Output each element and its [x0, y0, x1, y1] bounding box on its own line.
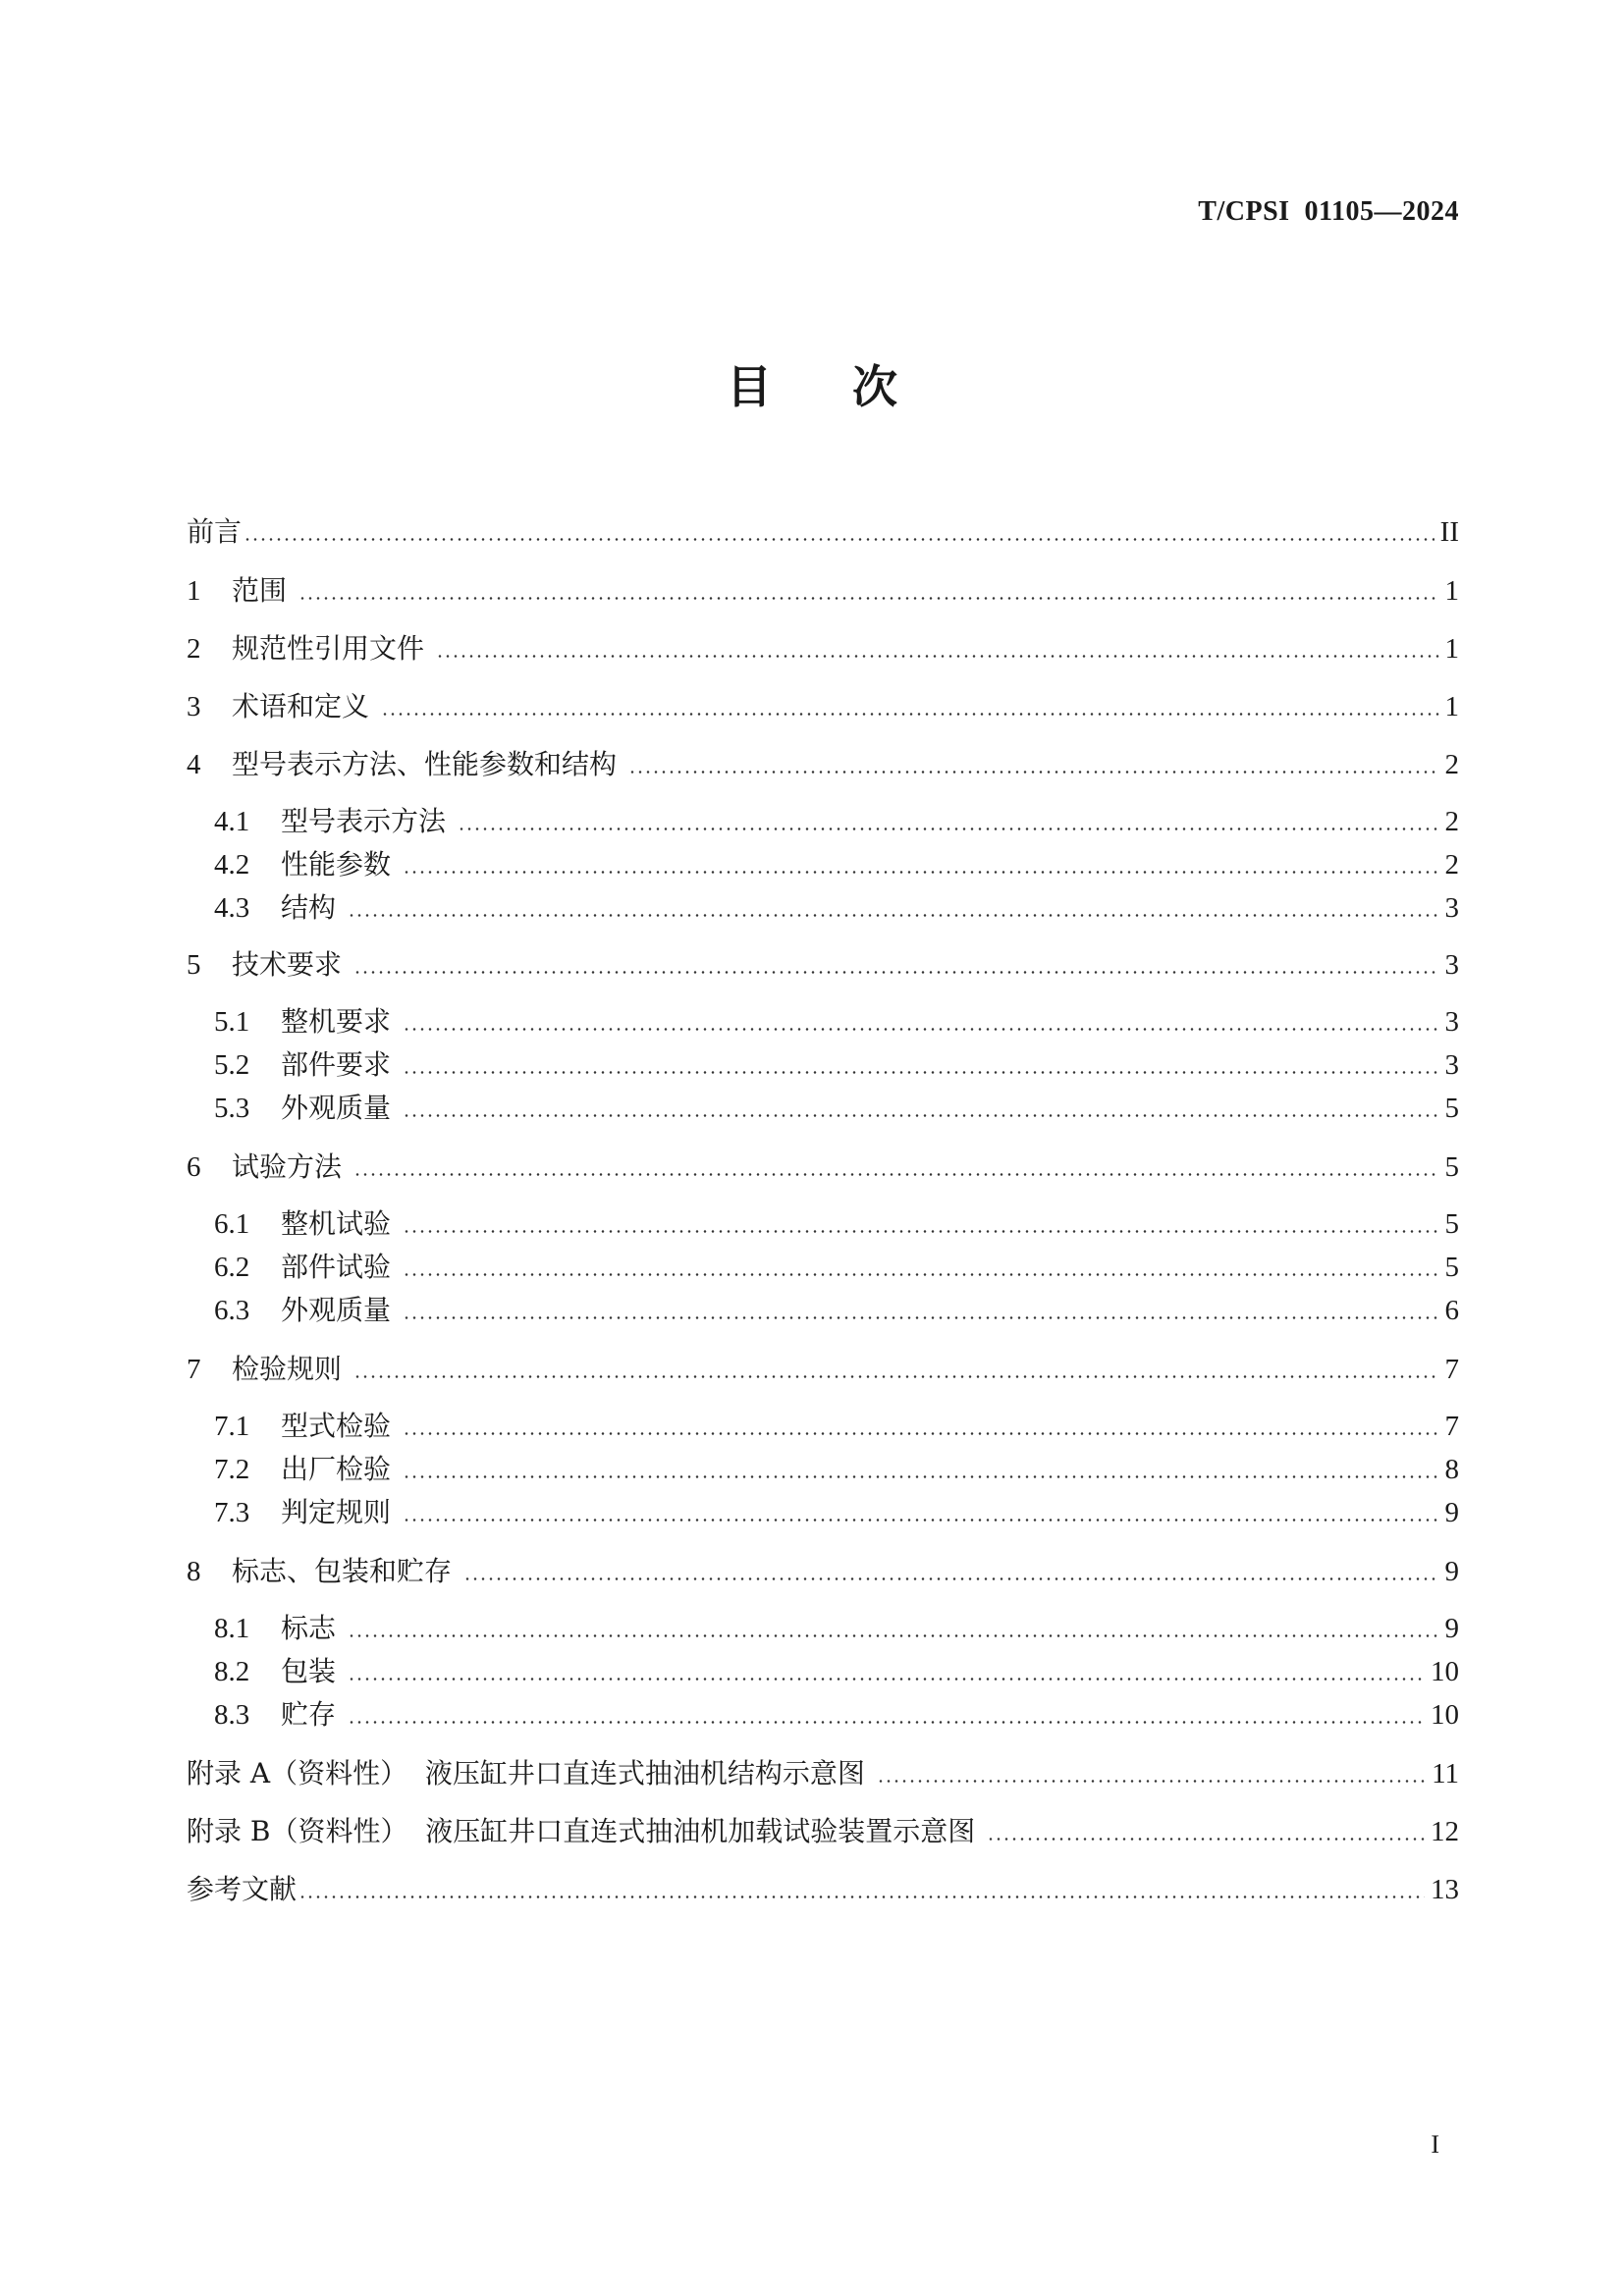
toc-entry-subsection-6-3[interactable] [214, 1291, 1459, 1330]
dot-leader [298, 1896, 1425, 1898]
toc-entry-page: 7 [1444, 1411, 1459, 1442]
toc-entry-number: 7.3 [214, 1497, 250, 1528]
page-number: I [1431, 2130, 1439, 2159]
toc-entry-page: 1 [1444, 691, 1459, 722]
toc-entry-page: 11 [1432, 1758, 1459, 1789]
toc-entry-page: II [1439, 516, 1459, 548]
toc-entry-subsection-7-2[interactable] [214, 1450, 1459, 1489]
toc-entry-number: 6 [187, 1151, 201, 1183]
dot-leader [403, 1475, 1438, 1478]
toc-entry-label: 附录 A（资料性） 液压缸井口直连式抽油机结构示意图 [187, 1757, 865, 1789]
toc-entry-label: 整机试验 [281, 1207, 392, 1240]
toc-entry-label: 判定规则 [281, 1496, 392, 1528]
toc-entry-page: 13 [1431, 1874, 1459, 1905]
toc-entry-label: 部件要求 [281, 1048, 392, 1081]
toc-entry-label: 前言 [187, 515, 243, 548]
toc-entry-number: 6.1 [214, 1208, 250, 1240]
toc-entry-label: 型式检验 [281, 1410, 392, 1442]
dot-leader [403, 1432, 1438, 1435]
toc-entry-label: 性能参数 [281, 848, 392, 881]
dot-leader [403, 1519, 1438, 1522]
toc-entry-page: 5 [1444, 1093, 1459, 1124]
dot-leader [436, 655, 1438, 658]
toc-entry-page: 3 [1444, 892, 1459, 924]
dot-leader [987, 1838, 1425, 1841]
dot-leader [353, 1375, 1438, 1378]
dot-leader [628, 771, 1438, 774]
dot-leader [348, 1678, 1425, 1681]
toc-entry-label: 外观质量 [281, 1092, 392, 1124]
toc-entry-number: 4.3 [214, 892, 250, 924]
toc-entry-subsection-4-3[interactable] [214, 888, 1459, 928]
toc-entry-label: 术语和定义 [232, 690, 370, 722]
dot-leader [348, 1634, 1438, 1637]
toc-entry-page: 3 [1444, 1006, 1459, 1038]
toc-entry-page: 10 [1431, 1656, 1459, 1687]
toc-entry-number: 4 [187, 749, 201, 780]
dot-leader [403, 1071, 1438, 1074]
toc-entry-number: 8 [187, 1556, 201, 1587]
toc-entry-section-8[interactable] [187, 1552, 1459, 1591]
toc-entry-page: 2 [1444, 806, 1459, 837]
toc-entry-page: 9 [1444, 1613, 1459, 1644]
toc-entry-subsection-5-1[interactable] [214, 1002, 1459, 1041]
toc-entry-label: 型号表示方法 [281, 805, 447, 837]
toc-entry-number: 4.2 [214, 849, 250, 881]
toc-entry-number: 5 [187, 949, 201, 981]
toc-entry-subsection-8-3[interactable] [214, 1695, 1459, 1735]
toc-entry-label: 规范性引用文件 [232, 632, 425, 665]
toc-entry-label: 试验方法 [232, 1150, 343, 1183]
toc-entry-page: 5 [1444, 1151, 1459, 1183]
dot-leader [403, 1230, 1438, 1233]
toc-entry-number: 5.1 [214, 1006, 250, 1038]
toc-entry-number: 7.1 [214, 1411, 250, 1442]
dot-leader [353, 1173, 1438, 1176]
toc-entry-number: 4.1 [214, 806, 250, 837]
toc-entry-number: 6.3 [214, 1295, 250, 1326]
toc-entry-label: 标志 [281, 1612, 337, 1644]
toc-entry-preface[interactable] [187, 512, 1459, 552]
dot-leader [403, 1114, 1438, 1117]
toc-entry-page: 2 [1444, 849, 1459, 881]
toc-entry-label: 出厂检验 [281, 1453, 392, 1485]
toc-entry-number: 1 [187, 575, 201, 607]
toc-entry-label: 标志、包装和贮存 [232, 1555, 453, 1587]
toc-entry-references[interactable] [187, 1870, 1459, 1909]
dot-leader [403, 871, 1438, 874]
toc-entry-page: 8 [1444, 1454, 1459, 1485]
toc-entry-label: 结构 [281, 891, 337, 924]
toc-entry-section-6[interactable] [187, 1148, 1459, 1187]
toc-entry-page: 3 [1444, 949, 1459, 981]
toc-entry-appendix-b[interactable] [187, 1812, 1459, 1851]
toc-title: 目次 [727, 360, 978, 413]
dot-leader [403, 1028, 1438, 1031]
toc-entry-section-4[interactable] [187, 745, 1459, 784]
toc-entry-number: 7.2 [214, 1454, 250, 1485]
table-of-contents [187, 0, 1459, 2296]
toc-entry-page: 6 [1444, 1295, 1459, 1326]
toc-entry-subsection-5-3[interactable] [214, 1089, 1459, 1128]
toc-entry-page: 2 [1444, 749, 1459, 780]
toc-entry-section-2[interactable] [187, 629, 1459, 668]
toc-entry-subsection-4-1[interactable] [214, 802, 1459, 841]
toc-entry-label: 检验规则 [232, 1353, 343, 1385]
toc-entry-section-3[interactable] [187, 687, 1459, 726]
toc-entry-number: 6.2 [214, 1252, 250, 1283]
toc-entry-subsection-8-2[interactable] [214, 1652, 1459, 1691]
toc-entry-page: 5 [1444, 1252, 1459, 1283]
dot-leader [458, 828, 1438, 830]
toc-entry-label: 整机要求 [281, 1005, 392, 1038]
toc-entry-number: 3 [187, 691, 201, 722]
toc-entry-subsection-8-1[interactable] [214, 1609, 1459, 1648]
toc-entry-subsection-7-1[interactable] [214, 1407, 1459, 1446]
toc-entry-section-1[interactable] [187, 571, 1459, 611]
toc-entry-page: 1 [1444, 633, 1459, 665]
toc-entry-label: 外观质量 [281, 1294, 392, 1326]
toc-entry-label: 技术要求 [232, 948, 343, 981]
dot-leader [403, 1316, 1438, 1319]
toc-entry-label: 部件试验 [281, 1251, 392, 1283]
toc-entry-number: 8.3 [214, 1699, 250, 1731]
toc-entry-page: 9 [1444, 1497, 1459, 1528]
toc-entry-label: 附录 B（资料性） 液压缸井口直连式抽油机加载试验装置示意图 [187, 1815, 976, 1847]
toc-entry-number: 5.2 [214, 1049, 250, 1081]
toc-entry-subsection-4-2[interactable] [214, 845, 1459, 884]
toc-entry-appendix-a[interactable] [187, 1754, 1459, 1793]
toc-entry-page: 3 [1444, 1049, 1459, 1081]
dot-leader [381, 713, 1438, 716]
toc-entry-number: 2 [187, 633, 201, 665]
toc-entry-subsection-6-2[interactable] [214, 1248, 1459, 1287]
dot-leader [298, 597, 1438, 600]
toc-entry-label: 型号表示方法、性能参数和结构 [232, 748, 618, 780]
toc-entry-number: 7 [187, 1354, 201, 1385]
toc-entry-page: 7 [1444, 1354, 1459, 1385]
toc-entry-subsection-7-3[interactable] [214, 1493, 1459, 1532]
dot-leader [348, 1721, 1425, 1724]
toc-entry-number: 8.1 [214, 1613, 250, 1644]
toc-entry-label: 参考文献 [187, 1873, 298, 1905]
toc-entry-label: 范围 [232, 574, 288, 607]
dot-leader [244, 538, 1435, 541]
toc-entry-number: 8.2 [214, 1656, 250, 1687]
dot-leader [877, 1780, 1426, 1783]
toc-entry-page: 10 [1431, 1699, 1459, 1731]
dot-leader [348, 914, 1438, 917]
toc-entry-label: 包装 [281, 1655, 337, 1687]
document-code: T/CPSI 01105—2024 [1198, 196, 1459, 227]
toc-entry-subsection-5-2[interactable] [214, 1045, 1459, 1085]
toc-entry-page: 9 [1444, 1556, 1459, 1587]
toc-entry-label: 贮存 [281, 1698, 337, 1731]
toc-entry-section-7[interactable] [187, 1350, 1459, 1389]
toc-entry-subsection-6-1[interactable] [214, 1204, 1459, 1244]
toc-entry-number: 5.3 [214, 1093, 250, 1124]
dot-leader [463, 1577, 1438, 1580]
dot-leader [353, 971, 1438, 974]
toc-entry-section-5[interactable] [187, 945, 1459, 985]
dot-leader [403, 1273, 1438, 1276]
toc-entry-page: 5 [1444, 1208, 1459, 1240]
toc-entry-page: 12 [1431, 1816, 1459, 1847]
toc-entry-page: 1 [1444, 575, 1459, 607]
